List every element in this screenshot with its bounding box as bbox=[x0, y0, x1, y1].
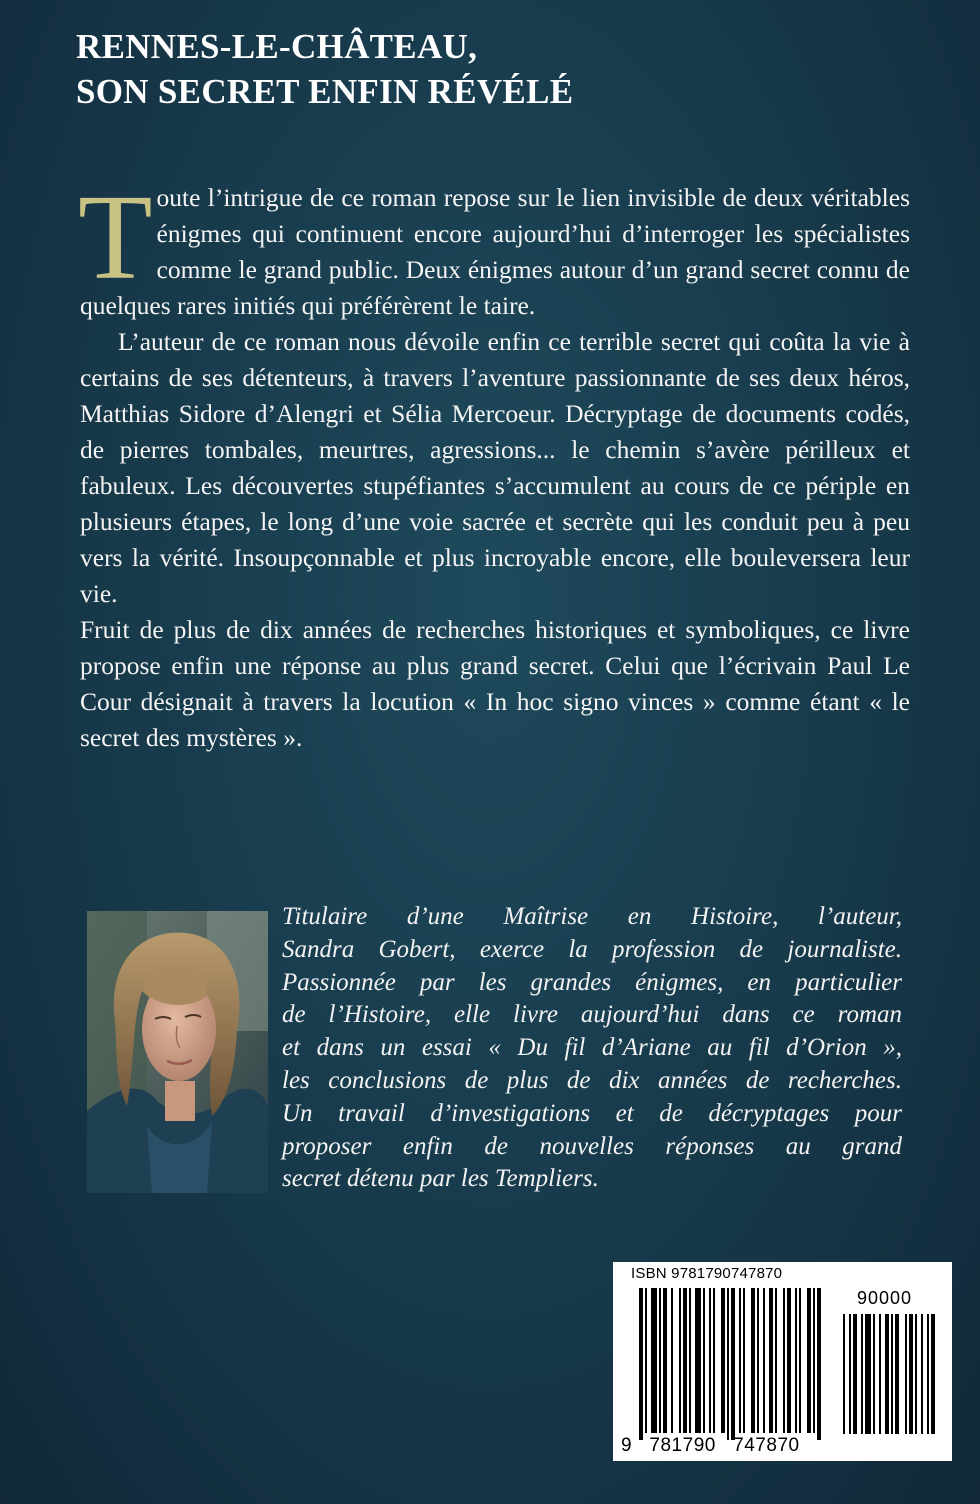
bio-line: de l’Histoire, elle livre aujourd’hui dans ce roman bbox=[282, 1001, 902, 1029]
barcode-bar bbox=[865, 1314, 871, 1434]
synopsis-paragraph-1-text: oute l’intrigue de ce roman repose sur le lien invisible de deux véritables énigmes qui continuent encore aujourd’hui d’interroger les spécialistes comme le grand public. Deux énigmes autour d’un grand secret connu de quelques rares initiés qui préférèrent le taire. bbox=[80, 183, 910, 320]
barcode-bar bbox=[861, 1314, 863, 1434]
barcode-bar bbox=[927, 1314, 929, 1434]
barcode-bar bbox=[651, 1288, 657, 1433]
barcode-addon-number: 90000 bbox=[857, 1288, 913, 1308]
barcode-bar bbox=[727, 1288, 729, 1440]
bio-line: Passionnée par les grandes énigmes, en particulier bbox=[282, 968, 902, 996]
barcode-bar bbox=[849, 1314, 851, 1434]
barcode-bar bbox=[909, 1314, 913, 1434]
barcode-bar bbox=[873, 1314, 875, 1434]
barcode-digits-right: 747870 bbox=[733, 1435, 800, 1456]
barcode-digits-left: 781790 bbox=[649, 1435, 716, 1456]
barcode-bar bbox=[807, 1288, 811, 1433]
barcode-bar bbox=[769, 1288, 773, 1433]
isbn-label: ISBN 9781790747870 bbox=[631, 1265, 783, 1282]
drop-cap: T bbox=[78, 170, 153, 305]
barcode-bar bbox=[787, 1288, 791, 1433]
barcode-bar bbox=[783, 1288, 785, 1433]
barcode-bar bbox=[671, 1288, 673, 1433]
barcode-bar bbox=[817, 1288, 821, 1440]
barcode-bar bbox=[843, 1314, 845, 1434]
synopsis-paragraph-1 bbox=[78, 170, 910, 324]
barcode-bar bbox=[721, 1288, 725, 1433]
synopsis-paragraph-2: L’auteur de ce roman nous dévoile enfin ce terrible secret qui coûta la vie à certains de ses détenteurs, à travers l’aventure passionnante de ses deux héros, Matthias Sidore d’Alengri et Sélia Mercoeur. Décryptage de documents codés, de pierres tombales, meurtres, agressions... le chemin s’avère périlleux et fabuleux. Les découvertes stupéfiantes s’accumulent au cours de ce périple en plusieurs étapes, le long d’une voie sacrée et secrète qui les conduit peu à peu vers la vérité. Insoupçonnable et plus incroyable encore, elle bouleversera leur vie. bbox=[80, 327, 910, 608]
barcode-bar bbox=[713, 1288, 715, 1433]
author-photo bbox=[87, 911, 268, 1193]
barcode-bar bbox=[905, 1314, 907, 1434]
barcode-bar bbox=[645, 1288, 647, 1433]
bio-line: secret détenu par les Templiers. bbox=[282, 1165, 599, 1193]
title-line-1: RENNES-LE-CHÂTEAU, bbox=[76, 27, 478, 66]
barcode-bar bbox=[879, 1314, 881, 1434]
barcode-bar bbox=[757, 1288, 759, 1433]
barcode-bar bbox=[703, 1288, 705, 1433]
barcode-bar bbox=[795, 1288, 797, 1433]
barcode-bar bbox=[931, 1314, 935, 1434]
title-line-2: SON SECRET ENFIN RÉVÉLÉ bbox=[76, 72, 574, 111]
barcode-bar bbox=[921, 1314, 923, 1434]
bio-line: Sandra Gobert, exerce la profession de journaliste. bbox=[282, 935, 902, 963]
author-bio bbox=[282, 901, 902, 1196]
bio-line: les conclusions de plus de dix années de recherches. bbox=[282, 1066, 902, 1094]
barcode-bar bbox=[885, 1314, 889, 1434]
barcode-bar bbox=[683, 1288, 687, 1433]
barcode-bar bbox=[775, 1288, 777, 1433]
barcode-digit-first: 9 bbox=[621, 1435, 633, 1456]
bio-line: et dans un essai « Du fil d’Ariane au fil d’Orion », bbox=[282, 1034, 902, 1062]
barcode-digits bbox=[621, 1435, 800, 1457]
barcode-bar bbox=[659, 1288, 661, 1433]
book-title bbox=[76, 24, 573, 114]
bio-line: Titulaire d’une Maîtrise en Histoire, l’auteur, bbox=[282, 903, 902, 930]
barcode bbox=[613, 1262, 952, 1461]
barcode-bar bbox=[751, 1288, 755, 1433]
barcode-bar bbox=[895, 1314, 899, 1434]
barcode-bar bbox=[915, 1314, 917, 1434]
bio-line: proposer enfin de nouvelles réponses au grand bbox=[282, 1132, 902, 1160]
barcode-bar bbox=[679, 1288, 681, 1433]
barcode-bar bbox=[813, 1288, 815, 1433]
barcode-bar bbox=[695, 1288, 701, 1433]
barcode-bar bbox=[639, 1288, 643, 1440]
barcode-bar bbox=[709, 1288, 711, 1433]
barcode-bar bbox=[743, 1288, 745, 1433]
synopsis-paragraph-3: Fruit de plus de dix années de recherches historiques et symboliques, ce livre propose enfin une réponse au plus grand secret. Celui que l’écrivain Paul Le Cour désignait à travers la locution « In hoc signo vinces » comme étant « le secret des mystères ». bbox=[80, 615, 910, 752]
barcode-bar bbox=[763, 1288, 765, 1433]
barcode-bar bbox=[663, 1288, 667, 1433]
bio-line: Un travail d’investigations et de décryptages pour bbox=[282, 1099, 902, 1127]
barcode-bar bbox=[853, 1314, 857, 1434]
barcode-bar bbox=[731, 1288, 735, 1440]
barcode-bar bbox=[689, 1288, 691, 1433]
barcode-bar bbox=[891, 1314, 893, 1434]
barcode-bar bbox=[739, 1288, 741, 1433]
barcode-bar bbox=[799, 1288, 801, 1433]
synopsis bbox=[78, 170, 910, 756]
